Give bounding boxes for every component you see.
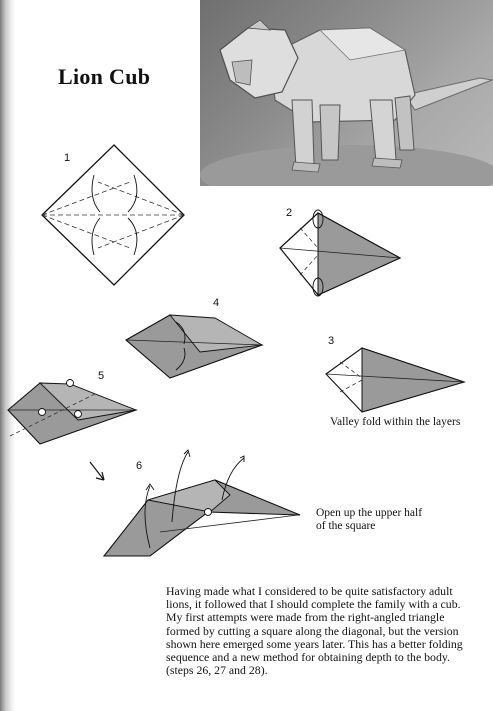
page-title: Lion Cub: [58, 64, 151, 89]
step-2-diagram: [280, 210, 400, 296]
description-paragraph: Having made what I considered to be quite satisfactory adult lions, it followed that I should complete the family with a cub. My first attempts were made from the right-angled triangle formed by cutting a square along the diagonal, but the version shown here emerged some years later. This has a better folding sequence and a new method for obtaining depth to the body. (steps 26, 27 and 28).: [166, 584, 463, 678]
step-number-2: 2: [286, 207, 293, 219]
step-number-1: 1: [64, 152, 71, 164]
step-number-6: 6: [136, 460, 143, 472]
step-1-diagram: [42, 145, 184, 285]
zoom-arrow-icon: [90, 462, 104, 480]
step-number-4: 4: [213, 297, 220, 309]
step-5-diagram: [8, 380, 136, 445]
step-6-caption: [316, 507, 422, 533]
step-3-caption: Valley fold within the layers: [330, 416, 461, 428]
step-6-caption-line-1: Open up the upper half: [316, 507, 423, 519]
step-6-diagram: [104, 450, 300, 556]
step-number-5: 5: [98, 370, 105, 382]
step-number-3: 3: [328, 335, 335, 347]
step-4-diagram: [126, 315, 262, 378]
step-6-caption-line-2: of the square: [316, 520, 376, 532]
step-3-diagram: [326, 348, 464, 412]
